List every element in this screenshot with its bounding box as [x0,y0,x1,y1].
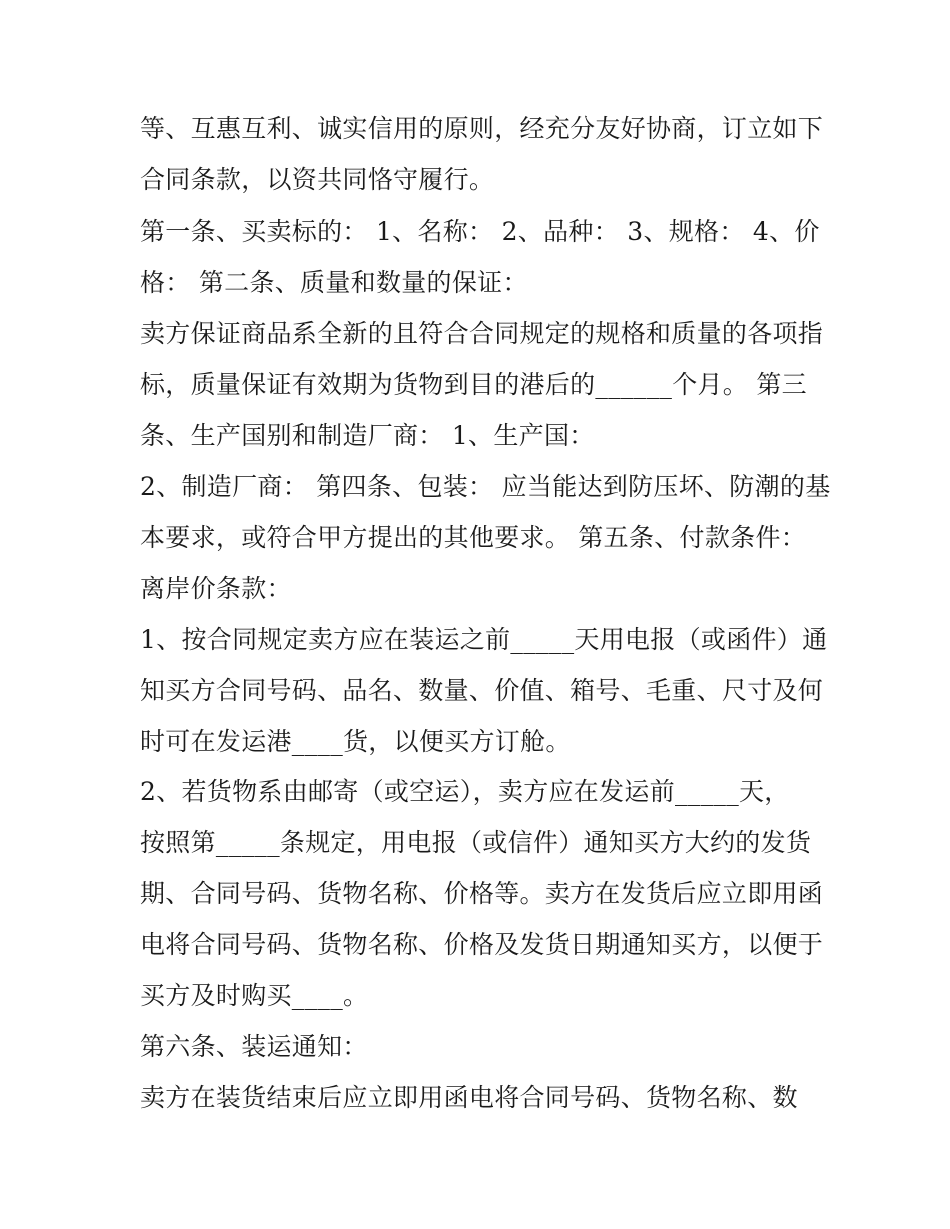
text-line: 期、合同号码、货物名称、价格等。卖方在发货后应立即用函 [140,879,824,908]
text-line: 时可在发运港____货，以便买方订舱。 [140,727,571,756]
text-line: 等、互惠互利、诚实信用的原则，经充分友好协商，订立如下 [140,114,824,143]
text-line: 2、若货物系由邮寄（或空运），卖方应在发运前_____天， [140,777,790,806]
text-line: 本要求，或符合甲方提出的其他要求。 第五条、付款条件： [140,523,807,552]
text-line: 第六条、装运通知： [140,1032,368,1061]
text-line: 条、生产国别和制造厂商： 1、生产国： [140,421,595,450]
text-line: 合同条款，以资共同恪守履行。 [140,165,495,194]
text-line: 格： 第二条、质量和数量的保证： [140,268,528,297]
text-line: 按照第_____条规定，用电报（或信件）通知买方大约的发货 [140,828,812,857]
text-line: 电将合同号码、货物名称、价格及发货日期通知买方，以便于 [140,930,824,959]
text-line: 第一条、买卖标的： 1、名称： 2、品种： 3、规格： 4、价 [140,217,820,246]
text-line: 卖方在装货结束后应立即用函电将合同号码、货物名称、数 [140,1083,798,1112]
text-line: 2、制造厂商： 第四条、包装： 应当能达到防压坏、防潮的基 [140,472,831,501]
text-line: 离岸价条款： [140,574,292,603]
text-line: 买方及时购买____。 [140,981,369,1010]
text-line: 知买方合同号码、品名、数量、价值、箱号、毛重、尺寸及何 [140,676,824,705]
text-line: 1、按合同规定卖方应在装运之前_____天用电报（或函件）通 [140,625,828,654]
text-line: 标，质量保证有效期为货物到目的港后的______个月。 第三 [140,370,807,399]
text-line: 卖方保证商品系全新的且符合合同规定的规格和质量的各项指 [140,319,824,348]
